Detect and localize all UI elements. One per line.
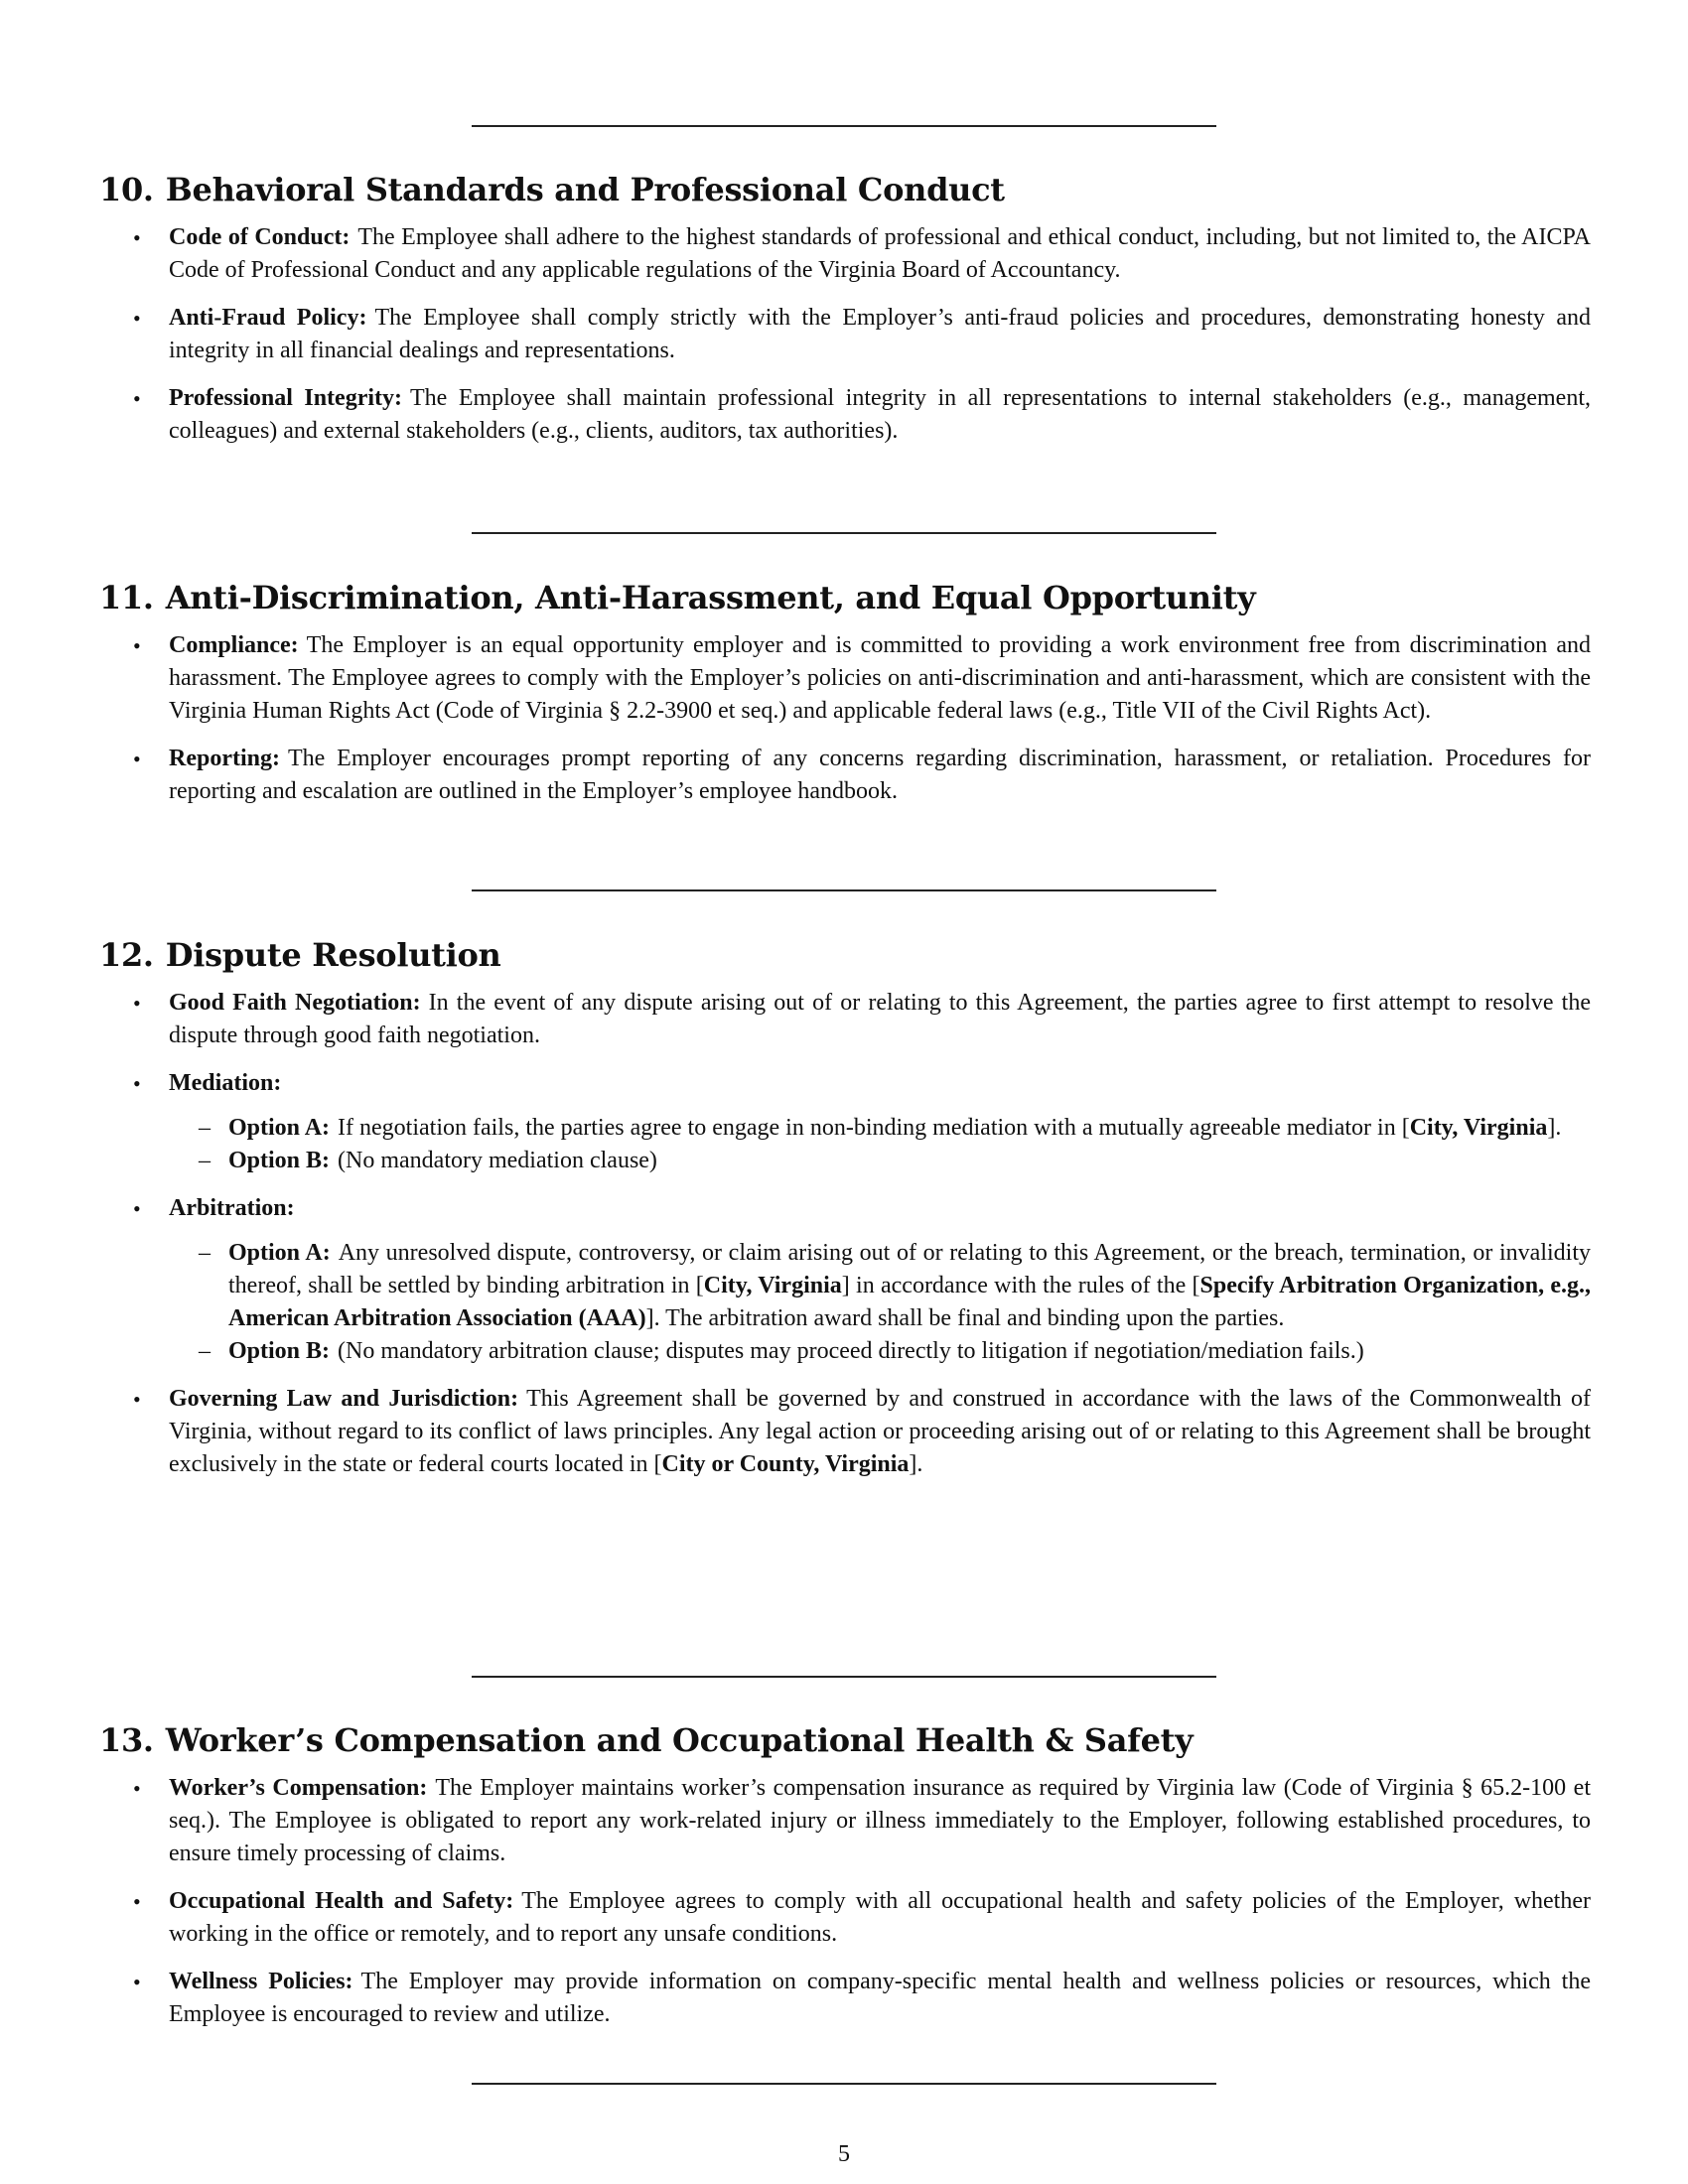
bullet-icon: • [133, 225, 141, 250]
section-heading [99, 578, 1591, 617]
item-label: Reporting: [169, 746, 280, 771]
list-item [99, 221, 1591, 287]
section-11 [99, 578, 1591, 823]
section-12 [99, 935, 1591, 1496]
section-divider [472, 889, 1216, 891]
list-item [99, 1067, 1591, 1177]
section-13 [99, 1720, 1591, 2046]
sub-list-item [169, 1145, 1591, 1177]
list-item [99, 1885, 1591, 1951]
item-text: The Employee shall adhere to the highest standards of professional and ethical conduct, including, but not limited to, the AICPA Code of Professional Conduct and any applicable regulations of the Virginia Board of Accountancy. [169, 224, 1591, 283]
item-label: Governing Law and Jurisdiction: [169, 1386, 519, 1412]
section-title: Worker’s Compensation and Occupational Health & Safety [165, 1721, 1194, 1759]
item-label: Worker’s Compensation: [169, 1775, 428, 1801]
bullet-list [99, 221, 1591, 448]
section-title: Dispute Resolution [165, 936, 501, 974]
item-text: The Employer maintains worker’s compensation insurance as required by Virginia law (Code of Virginia § 65.2-100 et seq.). The Employee is obligated to report any work-related injury or illness immediately to the Employer, following established procedures, to ensure timely processing of claims. [169, 1775, 1591, 1866]
section-10 [99, 170, 1591, 463]
item-label: Compliance: [169, 632, 299, 658]
section-number: 11. [99, 579, 154, 616]
bullet-icon: • [133, 1970, 141, 1994]
section-title: Anti-Discrimination, Anti-Harassment, and Equal Opportunity [165, 579, 1256, 616]
section-heading [99, 1720, 1591, 1760]
section-divider [472, 2083, 1216, 2085]
placeholder-field: City, Virginia [703, 1273, 842, 1298]
sub-list [169, 1237, 1591, 1368]
section-divider [472, 125, 1216, 127]
list-item [99, 302, 1591, 367]
item-text: The Employer encourages prompt reporting of any concerns regarding discrimination, harassment, or retaliation. Procedures for reporting and escalation are outlined in the Employer’s employee handbook. [169, 746, 1591, 804]
list-item [99, 1383, 1591, 1481]
option-text: ]. [1547, 1115, 1562, 1141]
placeholder-field: City, Virginia [1409, 1115, 1548, 1141]
item-text: The Employee shall comply strictly with the Employer’s anti-fraud policies and procedures, demonstrating honesty and integrity in all financial dealings and representations. [169, 305, 1591, 363]
bullet-icon: • [133, 1196, 141, 1221]
item-label: Good Faith Negotiation: [169, 990, 421, 1016]
item-label: Arbitration: [169, 1195, 295, 1221]
section-heading [99, 935, 1591, 975]
section-number: 12. [99, 936, 154, 974]
item-text: The Employer may provide information on company-specific mental health and wellness policies or resources, which the Employee is encouraged to review and utilize. [169, 1969, 1591, 2027]
option-label: Option A: [228, 1240, 331, 1266]
bullet-icon: • [133, 1776, 141, 1801]
item-label: Occupational Health and Safety: [169, 1888, 514, 1914]
section-number: 10. [99, 171, 154, 208]
item-text: The Employer is an equal opportunity employer and is committed to providing a work environment free from discrimination and harassment. The Employee agrees to comply with the Employer’s policies on anti-discrimination and anti-harassment, which are consistent with the Virginia Human Rights Act (Code of Virginia § 2.2-3900 et seq.) and applicable federal laws (e.g., Title VII of the Civil Rights Act). [169, 632, 1591, 724]
item-text: This Agreement shall be governed by and construed in accordance with the laws of the Commonwealth of Virginia, without regard to its conflict of laws principles. Any legal action or proceeding arising out of or relating to this Agreement shall be brought exclusively in the state or federal courts located in [ [169, 1386, 1592, 1477]
option-label: Option A: [228, 1115, 331, 1141]
dash-icon: – [199, 1148, 211, 1173]
page-number: 5 [838, 2141, 850, 2167]
bullet-icon: • [133, 1889, 141, 1914]
item-label: Code of Conduct: [169, 224, 351, 250]
placeholder-field: City or County, Virginia [661, 1451, 910, 1477]
section-heading [99, 170, 1591, 209]
bullet-icon: • [133, 633, 141, 658]
sub-list [169, 1112, 1591, 1177]
item-label: Mediation: [169, 1070, 282, 1096]
list-item [99, 382, 1591, 448]
placeholder-field: Specify Arbitration Organization, e.g., American Arbitration Association (AAA) [228, 1273, 1592, 1331]
bullet-icon: • [133, 1071, 141, 1096]
bullet-icon: • [133, 1387, 141, 1412]
sub-list-item [169, 1335, 1591, 1368]
option-label: Option B: [228, 1338, 331, 1364]
list-item [99, 629, 1591, 728]
option-text: ]. The arbitration award shall be final and binding upon the parties. [645, 1305, 1285, 1331]
item-label: Professional Integrity: [169, 385, 403, 411]
bullet-icon: • [133, 306, 141, 331]
bullet-icon: • [133, 386, 141, 411]
item-text: The Employee agrees to comply with all occupational health and safety policies of the Employer, whether working in the office or remotely, and to report any unsafe conditions. [169, 1888, 1591, 1947]
item-label: Anti-Fraud Policy: [169, 305, 367, 331]
section-divider [472, 532, 1216, 534]
bullet-list [99, 629, 1591, 808]
sub-list-item [169, 1237, 1591, 1335]
dash-icon: – [199, 1115, 211, 1141]
item-text: In the event of any dispute arising out of or relating to this Agreement, the parties agree to first attempt to resolve the dispute through good faith negotiation. [169, 990, 1591, 1048]
list-item [99, 1772, 1591, 1870]
option-label: Option B: [228, 1148, 331, 1173]
item-label: Wellness Policies: [169, 1969, 353, 1994]
list-item [99, 743, 1591, 808]
option-text: Any unresolved dispute, controversy, or claim arising out of or relating to this Agreement, or the breach, termination, or invalidity thereof, shall be settled by binding arbitration in [ [228, 1240, 1591, 1298]
dash-icon: – [199, 1338, 211, 1364]
option-text: (No mandatory arbitration clause; disputes may proceed directly to litigation if negotiation/mediation fails.) [338, 1338, 1364, 1364]
section-divider [472, 1676, 1216, 1678]
bullet-icon: • [133, 747, 141, 771]
option-text: ] in accordance with the rules of the [ [841, 1273, 1200, 1298]
item-text: ]. [909, 1451, 923, 1477]
list-item [99, 1966, 1591, 2031]
bullet-icon: • [133, 991, 141, 1016]
sub-list-item [169, 1112, 1591, 1145]
option-text: (No mandatory mediation clause) [338, 1148, 657, 1173]
bullet-list [99, 1772, 1591, 2031]
bullet-list [99, 987, 1591, 1481]
section-title: Behavioral Standards and Professional Conduct [165, 171, 1005, 208]
option-text: If negotiation fails, the parties agree to engage in non-binding mediation with a mutually agreeable mediator in [ [338, 1115, 1410, 1141]
dash-icon: – [199, 1240, 211, 1266]
list-item [99, 1192, 1591, 1368]
list-item [99, 987, 1591, 1052]
item-text: The Employee shall maintain professional integrity in all representations to internal stakeholders (e.g., management, colleagues) and external stakeholders (e.g., clients, auditors, tax authorities). [169, 385, 1591, 444]
section-number: 13. [99, 1721, 154, 1759]
